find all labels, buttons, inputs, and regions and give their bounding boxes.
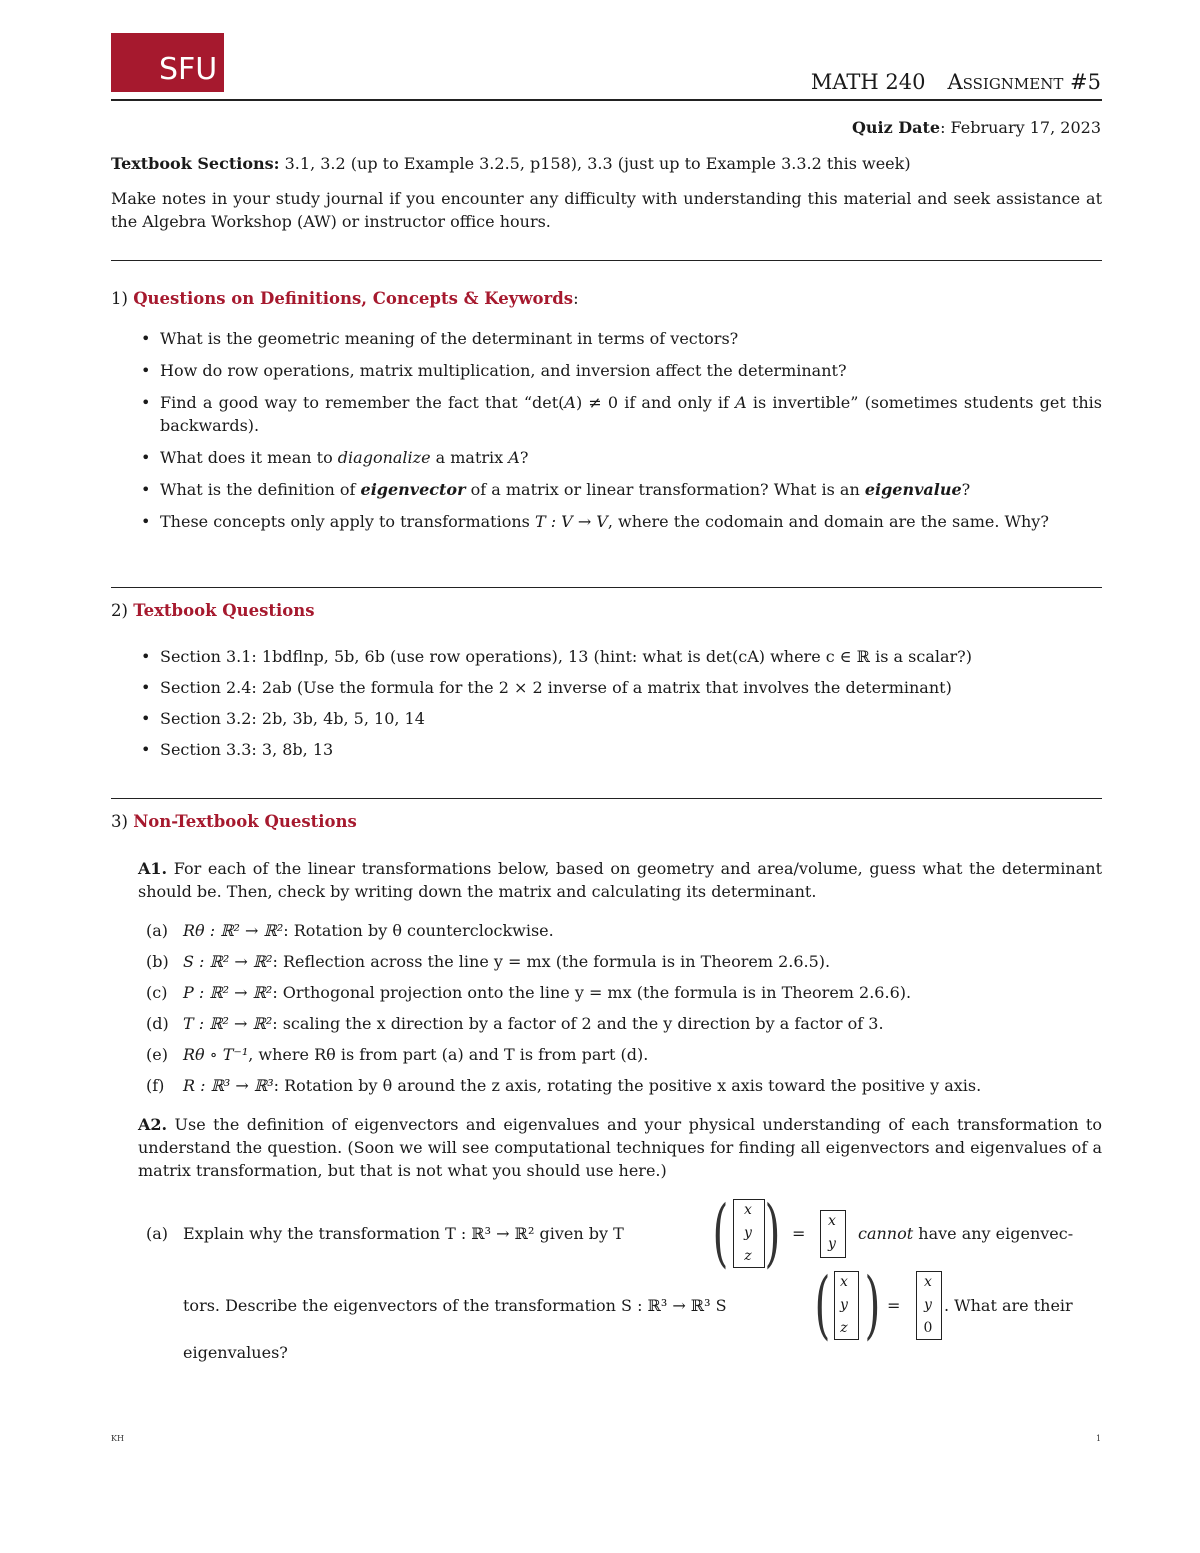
question-a2: A2. Use the definition of eigenvectors and eigenvalues and your physical understanding of each transformation to understand the question. (Soon we will see computational techniques for finding all eigenvectors and eigenvalues of a matrix transformation, but that is not what you should use here.) <box>138 1115 1102 1180</box>
vector-xy0: x y 0 <box>923 1274 933 1336</box>
a2a-line-1-end: cannot have any eigenvec- <box>858 1224 1074 1243</box>
a1-item: (c) P : ℝ² → ℝ²: Orthogonal projection onto the line y = mx (the formula is in Theorem 2.6.6). <box>146 983 912 1002</box>
divider-3 <box>111 798 1102 799</box>
equals-sign-2: = <box>887 1296 901 1315</box>
matrix-bracket-right-2 <box>854 1271 859 1340</box>
equals-sign: = <box>792 1224 806 1243</box>
left-paren-2: ( <box>814 1262 831 1348</box>
textbook-sections: Textbook Sections: 3.1, 3.2 (up to Example 3.2.5, p158), 3.3 (just up to Example 3.3.2 this week) <box>111 154 911 173</box>
page-number: 1 <box>1096 1434 1102 1443</box>
divider-2 <box>111 587 1102 588</box>
a1-item: (e) Rθ ∘ T⁻¹, where Rθ is from part (a) and T is from part (d). <box>146 1045 649 1064</box>
list-item: • These concepts only apply to transformations T : V → V, where the codomain and domain are the same. Why? <box>160 510 1102 533</box>
list-item: • What does it mean to diagonalize a matrix A? <box>160 446 1102 469</box>
a2a-line-1: (a) Explain why the transformation T : ℝ³ → ℝ² given by T <box>146 1224 624 1243</box>
divider-1 <box>111 260 1102 261</box>
question-a1: A1. For each of the linear transformations below, based on geometry and area/volume, guess what the determinant should be. Then, check by writing down the matrix and calculating its determinant. <box>138 859 1102 901</box>
a1-item: (d) T : ℝ² → ℝ²: scaling the x direction by a factor of 2 and the y direction by a factor of 3. <box>146 1014 884 1033</box>
quiz-date: Quiz Date: February 17, 2023 <box>851 118 1101 137</box>
page-header <box>811 70 1101 94</box>
list-item: • Section 2.4: 2ab (Use the formula for the 2 × 2 inverse of a matrix that involves the determinant) <box>160 676 1102 699</box>
a2a-line-3: eigenvalues? <box>183 1343 288 1362</box>
list-item: • What is the definition of eigenvector of a matrix or linear transformation? What is an eigenvalue? <box>160 478 1102 501</box>
section-1-list <box>160 327 1102 533</box>
right-paren: ) <box>764 1190 781 1276</box>
a2a-line-2: tors. Describe the eigenvectors of the transformation S : ℝ³ → ℝ³ S <box>183 1296 727 1315</box>
logo-text: SFU <box>159 52 218 87</box>
section-2-list <box>160 645 1102 761</box>
header-rule <box>111 99 1102 101</box>
a1-item: (a) Rθ : ℝ² → ℝ²: Rotation by θ counterclockwise. <box>146 921 554 940</box>
vector-xy: x y <box>828 1213 836 1252</box>
section-3-heading: 3) Non-Textbook Questions <box>111 812 357 831</box>
list-item: • How do row operations, matrix multiplication, and inversion affect the determinant? <box>160 359 1102 382</box>
a1-item: (b) S : ℝ² → ℝ²: Reflection across the line y = mx (the formula is in Theorem 2.6.5). <box>146 952 831 971</box>
section-1-heading: 1) Questions on Definitions, Concepts & Keywords: <box>111 289 579 308</box>
course-title: MATH 240 <box>810 70 926 94</box>
list-item: • Find a good way to remember the fact that “det(A) ≠ 0 if and only if A is invertible” (sometimes students get this backwards). <box>160 391 1102 437</box>
list-item: • Section 3.3: 3, 8b, 13 <box>160 738 1102 761</box>
assignment-title: Assignment #5 <box>947 70 1101 94</box>
a1-item: (f) R : ℝ³ → ℝ³: Rotation by θ around the z axis, rotating the positive x axis toward the positive y axis. <box>146 1076 982 1095</box>
section-2-heading: 2) Textbook Questions <box>111 601 315 620</box>
sfu-logo <box>111 33 224 92</box>
list-item: • What is the geometric meaning of the determinant in terms of vectors? <box>160 327 1102 350</box>
vector-xyz: x y z <box>744 1202 752 1264</box>
vector-xyz-2: x y z <box>840 1274 848 1336</box>
left-paren: ( <box>712 1190 729 1276</box>
list-item: • Section 3.2: 2b, 3b, 4b, 5, 10, 14 <box>160 707 1102 730</box>
intro-paragraph: Make notes in your study journal if you encounter any difficulty with understanding this material and seek assistance at the Algebra Workshop (AW) or instructor office hours. <box>111 189 1102 231</box>
footer-initials: KH <box>111 1434 124 1443</box>
a2a-line-2-end: . What are their <box>944 1296 1073 1315</box>
right-paren-2: ) <box>864 1262 881 1348</box>
list-item: • Section 3.1: 1bdflnp, 5b, 6b (use row operations), 13 (hint: what is det(cA) where c ∈ ℝ is a scalar?) <box>160 645 1102 668</box>
